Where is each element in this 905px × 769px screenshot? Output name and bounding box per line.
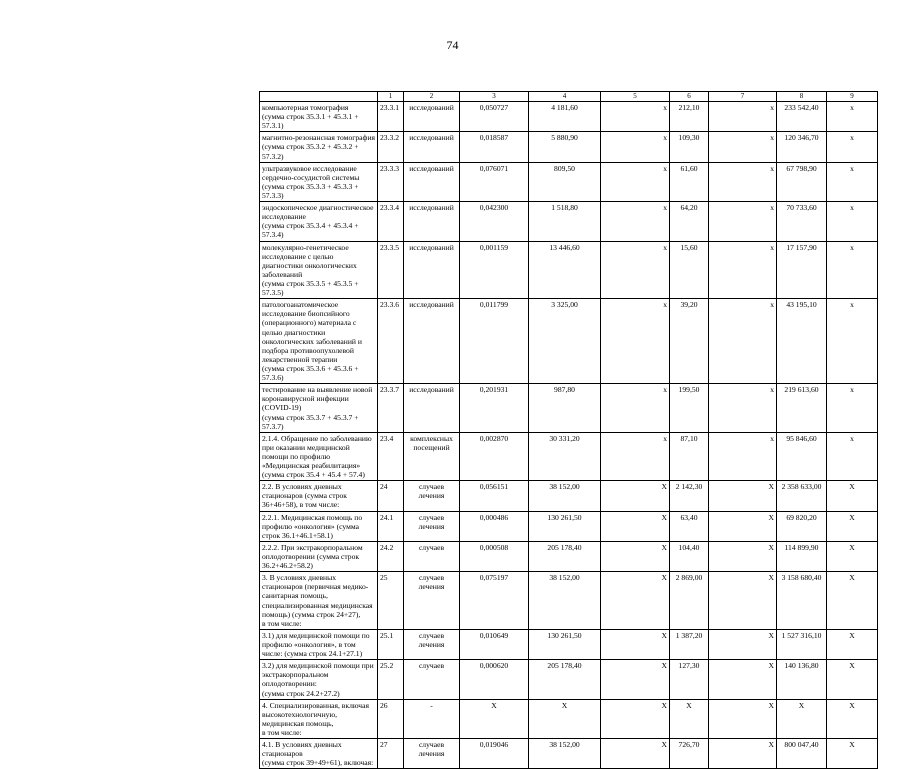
table-cell: 69 820,20 bbox=[777, 511, 827, 541]
column-number: 5 bbox=[601, 92, 670, 102]
table-row bbox=[260, 629, 878, 659]
table-cell: 25.1 bbox=[378, 629, 404, 659]
table-cell: 23.3.1 bbox=[378, 102, 404, 132]
table-cell: 109,30 bbox=[670, 132, 709, 162]
table-cell: 5 880,90 bbox=[529, 132, 601, 162]
table-cell: 4 181,60 bbox=[529, 102, 601, 132]
table-cell: 130 261,50 bbox=[529, 511, 601, 541]
table-cell: X bbox=[601, 481, 670, 511]
table-cell: 0,000508 bbox=[460, 541, 529, 571]
table-cell: X bbox=[709, 541, 777, 571]
table-cell: 809,50 bbox=[529, 162, 601, 201]
table-cell: 38 152,00 bbox=[529, 481, 601, 511]
table-cell: 61,60 bbox=[670, 162, 709, 201]
table-cell: 43 195,10 bbox=[777, 299, 827, 384]
table-cell: 24.2 bbox=[378, 541, 404, 571]
table-cell: 0,076071 bbox=[460, 162, 529, 201]
table-cell: X bbox=[827, 660, 878, 699]
table-cell: 0,075197 bbox=[460, 572, 529, 630]
table-cell: 140 136,80 bbox=[777, 660, 827, 699]
table-cell: 0,002870 bbox=[460, 432, 529, 481]
table-cell: 3 158 680,40 bbox=[777, 572, 827, 630]
table-cell: X bbox=[529, 699, 601, 738]
table-cell: 63,40 bbox=[670, 511, 709, 541]
table-row bbox=[260, 102, 878, 132]
table-cell: 205 178,40 bbox=[529, 660, 601, 699]
page-number: 74 bbox=[446, 38, 459, 52]
table-cell: 38 152,00 bbox=[529, 572, 601, 630]
table-cell: X bbox=[827, 541, 878, 571]
table-cell: x bbox=[601, 384, 670, 433]
table-cell: 1 518,80 bbox=[529, 202, 601, 241]
table-cell: x bbox=[827, 102, 878, 132]
table-cell: X bbox=[709, 699, 777, 738]
table-cell: 30 331,20 bbox=[529, 432, 601, 481]
table-cell: 0,201931 bbox=[460, 384, 529, 433]
table-cell: 70 733,60 bbox=[777, 202, 827, 241]
table-cell: 64,20 bbox=[670, 202, 709, 241]
table-cell: X bbox=[827, 481, 878, 511]
table-cell: исследований bbox=[404, 202, 460, 241]
table-cell: X bbox=[709, 572, 777, 630]
table-cell: 0,056151 bbox=[460, 481, 529, 511]
table-cell: x bbox=[601, 432, 670, 481]
table-cell: 23.3.4 bbox=[378, 202, 404, 241]
table-cell: случаев bbox=[404, 660, 460, 699]
table-cell: 26 bbox=[378, 699, 404, 738]
table-cell: 1 527 316,10 bbox=[777, 629, 827, 659]
table-cell: x bbox=[601, 299, 670, 384]
table-row bbox=[260, 541, 878, 571]
column-number: 4 bbox=[529, 92, 601, 102]
table-cell: 23.4 bbox=[378, 432, 404, 481]
table-row bbox=[260, 660, 878, 699]
table-cell: x bbox=[709, 241, 777, 299]
row-description: 3.1) для медицинской помощи по профилю «онкология», в том числе: (сумма строк 24.1+27.1) bbox=[260, 629, 378, 659]
table-row bbox=[260, 739, 878, 769]
table-row bbox=[260, 202, 878, 241]
table-cell: 0,001159 bbox=[460, 241, 529, 299]
table-cell: 2 358 633,00 bbox=[777, 481, 827, 511]
table-cell: 23.3.6 bbox=[378, 299, 404, 384]
table-cell: x bbox=[827, 299, 878, 384]
table-cell: X bbox=[460, 699, 529, 738]
table-cell: x bbox=[827, 432, 878, 481]
table-cell: X bbox=[601, 572, 670, 630]
table-cell: X bbox=[709, 660, 777, 699]
table-cell: x bbox=[827, 132, 878, 162]
table-row bbox=[260, 162, 878, 201]
row-description: 4. Специализированная, включая высокотехнологичную, медицинская помощь, в том числе: bbox=[260, 699, 378, 738]
table-cell: случаев лечения bbox=[404, 739, 460, 769]
table-cell: x bbox=[601, 162, 670, 201]
table-cell: 24 bbox=[378, 481, 404, 511]
table-row bbox=[260, 132, 878, 162]
table-cell: 0,011799 bbox=[460, 299, 529, 384]
table-cell: случаев лечения bbox=[404, 629, 460, 659]
table-row bbox=[260, 384, 878, 433]
row-description: 2.2.1. Медицинская помощь по профилю «онкология» (сумма строк 36.1+46.1+58.1) bbox=[260, 511, 378, 541]
row-description: молекулярно-генетическое исследование с целью диагностики онкологических заболеваний (сумма строк 35.3.5 + 45.3.5 + 57.3.5) bbox=[260, 241, 378, 299]
table-cell: 987,80 bbox=[529, 384, 601, 433]
table-cell: x bbox=[827, 241, 878, 299]
table-cell: X bbox=[827, 699, 878, 738]
table-cell: x bbox=[709, 384, 777, 433]
row-description: компьютерная томография (сумма строк 35.3.1 + 45.3.1 + 57.3.1) bbox=[260, 102, 378, 132]
table-cell: 0,000620 bbox=[460, 660, 529, 699]
table-cell: исследований bbox=[404, 384, 460, 433]
table-cell: 23.3.7 bbox=[378, 384, 404, 433]
table-cell: x bbox=[601, 202, 670, 241]
table-cell: x bbox=[709, 162, 777, 201]
row-description: 2.2. В условиях дневных стационаров (сумма строк 36+46+58), в том числе: bbox=[260, 481, 378, 511]
table-cell: X bbox=[827, 739, 878, 769]
table-cell: X bbox=[601, 511, 670, 541]
row-description: патологоанатомическое исследование биопсийного (операционного) материала с целью диагностики онкологических заболеваний и подбора противоопухолевой лекарственной терапии (сумма строк 35.3.6 + 45.3.6 + 57.3.6) bbox=[260, 299, 378, 384]
table-cell: исследований bbox=[404, 162, 460, 201]
table-cell: 0,042300 bbox=[460, 202, 529, 241]
row-description: магнитно-резонансная томография (сумма строк 35.3.2 + 45.3.2 + 57.3.2) bbox=[260, 132, 378, 162]
table-cell: 800 047,40 bbox=[777, 739, 827, 769]
table-cell: x bbox=[709, 299, 777, 384]
table-cell: 0,010649 bbox=[460, 629, 529, 659]
header-blank-cell bbox=[260, 92, 378, 102]
table-row bbox=[260, 481, 878, 511]
table-cell: X bbox=[601, 541, 670, 571]
table-cell: 23.3.5 bbox=[378, 241, 404, 299]
table-cell: случаев bbox=[404, 541, 460, 571]
table-cell: исследований bbox=[404, 299, 460, 384]
table-cell: x bbox=[709, 102, 777, 132]
column-number: 9 bbox=[827, 92, 878, 102]
column-number: 8 bbox=[777, 92, 827, 102]
table-cell: x bbox=[827, 162, 878, 201]
column-number: 3 bbox=[460, 92, 529, 102]
row-description: 3. В условиях дневных стационаров (первичная медико-санитарная помощь, специализированная медицинская помощь) (сумма строк 24+27), в том числе: bbox=[260, 572, 378, 630]
table-cell: 25 bbox=[378, 572, 404, 630]
table-cell: комплексных посещений bbox=[404, 432, 460, 481]
table-cell: случаев лечения bbox=[404, 572, 460, 630]
table-cell: 3 325,00 bbox=[529, 299, 601, 384]
table-cell: 0,050727 bbox=[460, 102, 529, 132]
table-row bbox=[260, 432, 878, 481]
table-cell: случаев лечения bbox=[404, 481, 460, 511]
row-description: 2.1.4. Обращение по заболеванию при оказании медицинской помощи по профилю «Медицинская реабилитация» (сумма строк 35.4 + 45.4 + 57.4) bbox=[260, 432, 378, 481]
table-cell: 233 542,40 bbox=[777, 102, 827, 132]
table-cell: - bbox=[404, 699, 460, 738]
table-row bbox=[260, 699, 878, 738]
table-cell: X bbox=[601, 629, 670, 659]
table-cell: 17 157,90 bbox=[777, 241, 827, 299]
table-cell: 0,018587 bbox=[460, 132, 529, 162]
table-cell: 38 152,00 bbox=[529, 739, 601, 769]
row-description: 3.2) для медицинской помощи при экстракорпоральном оплодотворении: (сумма строк 24.2+27.2) bbox=[260, 660, 378, 699]
table-cell: 199,50 bbox=[670, 384, 709, 433]
table-cell: X bbox=[601, 739, 670, 769]
column-number-row bbox=[260, 92, 878, 102]
table-cell: 87,10 bbox=[670, 432, 709, 481]
column-number: 6 bbox=[670, 92, 709, 102]
table-cell: 120 346,70 bbox=[777, 132, 827, 162]
table-cell: x bbox=[709, 202, 777, 241]
table-cell: 114 899,90 bbox=[777, 541, 827, 571]
table-cell: X bbox=[827, 572, 878, 630]
table-cell: 2 142,30 bbox=[670, 481, 709, 511]
table-cell: 67 798,90 bbox=[777, 162, 827, 201]
table-cell: X bbox=[601, 699, 670, 738]
table-cell: 130 261,50 bbox=[529, 629, 601, 659]
table-cell: 25.2 bbox=[378, 660, 404, 699]
row-description: 2.2.2. При экстракорпоральном оплодотворении (сумма строк 36.2+46.2+58.2) bbox=[260, 541, 378, 571]
table-cell: x bbox=[601, 102, 670, 132]
table-cell: 13 446,60 bbox=[529, 241, 601, 299]
table-cell: 0,000486 bbox=[460, 511, 529, 541]
table-cell: 104,40 bbox=[670, 541, 709, 571]
column-number: 2 bbox=[404, 92, 460, 102]
table-cell: исследований bbox=[404, 102, 460, 132]
table-row bbox=[260, 511, 878, 541]
table-cell: исследований bbox=[404, 132, 460, 162]
table-row bbox=[260, 572, 878, 630]
table-cell: x bbox=[601, 132, 670, 162]
table-row bbox=[260, 241, 878, 299]
table-cell: x bbox=[709, 432, 777, 481]
table-cell: X bbox=[709, 481, 777, 511]
data-table bbox=[259, 91, 878, 769]
table-cell: 23.3.3 bbox=[378, 162, 404, 201]
table-cell: 15,60 bbox=[670, 241, 709, 299]
table-cell: x bbox=[601, 241, 670, 299]
table-cell: X bbox=[777, 699, 827, 738]
table-cell: 95 846,60 bbox=[777, 432, 827, 481]
table-cell: X bbox=[601, 660, 670, 699]
table-row bbox=[260, 299, 878, 384]
row-description: тестирование на выявление новой коронавирусной инфекции (COVID-19) (сумма строк 35.3.7 + 45.3.7 + 57.3.7) bbox=[260, 384, 378, 433]
table-cell: исследований bbox=[404, 241, 460, 299]
table-cell: 27 bbox=[378, 739, 404, 769]
table-cell: x bbox=[827, 202, 878, 241]
table-cell: X bbox=[709, 511, 777, 541]
table-cell: X bbox=[709, 629, 777, 659]
table-cell: X bbox=[670, 699, 709, 738]
table-cell: 212,10 bbox=[670, 102, 709, 132]
table-cell: 39,20 bbox=[670, 299, 709, 384]
table-cell: случаев лечения bbox=[404, 511, 460, 541]
table-cell: 726,70 bbox=[670, 739, 709, 769]
table-cell: 1 387,20 bbox=[670, 629, 709, 659]
row-description: эндоскопическое диагностическое исследование (сумма строк 35.3.4 + 45.3.4 + 57.3.4) bbox=[260, 202, 378, 241]
column-number: 7 bbox=[709, 92, 777, 102]
column-number: 1 bbox=[378, 92, 404, 102]
row-description: ультразвуковое исследование сердечно-сосудистой системы (сумма строк 35.3.3 + 45.3.3 + 57.3.3) bbox=[260, 162, 378, 201]
table-cell: 0,019046 bbox=[460, 739, 529, 769]
table-cell: X bbox=[827, 629, 878, 659]
table-cell: x bbox=[709, 132, 777, 162]
table-cell: X bbox=[709, 739, 777, 769]
table-cell: X bbox=[827, 511, 878, 541]
table-cell: 127,30 bbox=[670, 660, 709, 699]
table-cell: 205 178,40 bbox=[529, 541, 601, 571]
table-cell: 2 869,00 bbox=[670, 572, 709, 630]
table-cell: 23.3.2 bbox=[378, 132, 404, 162]
table-cell: 24.1 bbox=[378, 511, 404, 541]
table-cell: 219 613,60 bbox=[777, 384, 827, 433]
row-description: 4.1. В условиях дневных стационаров (сумма строк 39+49+61), включая: bbox=[260, 739, 378, 769]
table-cell: x bbox=[827, 384, 878, 433]
